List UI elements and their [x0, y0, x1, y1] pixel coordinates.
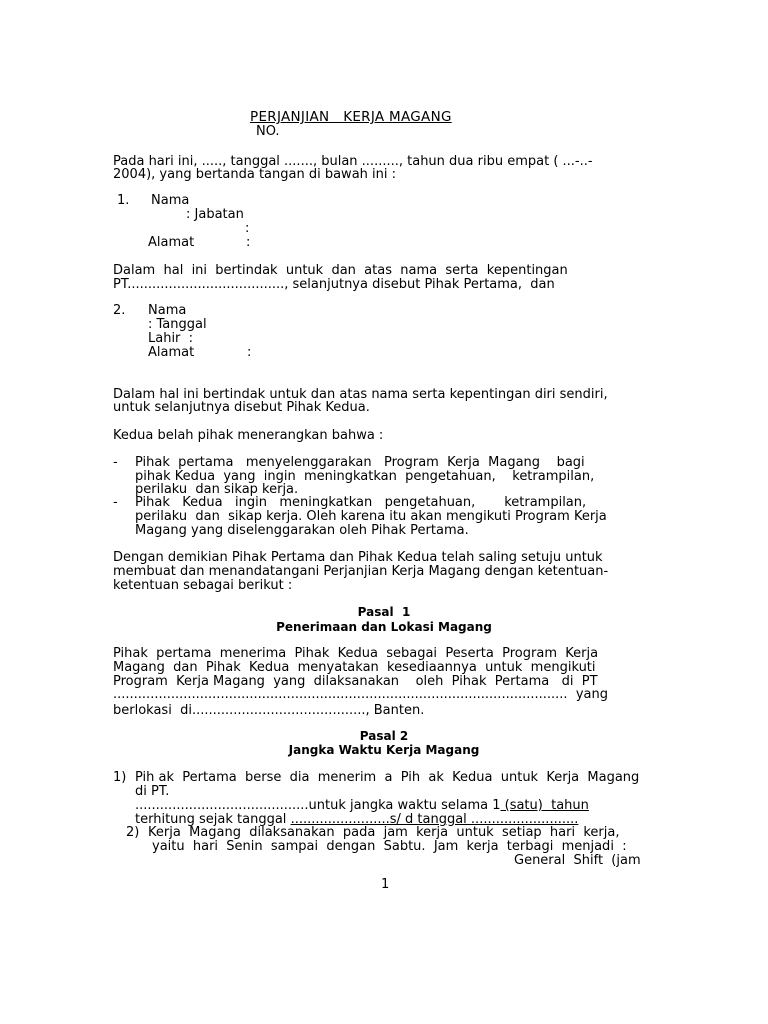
party2-acting-line-2: untuk selanjutnya disebut Pihak Kedua. — [113, 400, 370, 415]
agreement-line-1: Dengan demikian Pihak Pertama dan Pihak Kedua telah saling setuju untuk — [113, 550, 603, 565]
party1-address-label: Alamat — [148, 235, 195, 250]
pasal-2-item-2-line-2: yaitu hari Senin sampai dengan Sabtu. Jam kerja terbagi menjadi : — [152, 839, 627, 854]
pasal-2-heading: Pasal 2 — [359, 729, 409, 743]
bullet-2-dash: - — [113, 495, 118, 510]
bullet-1-line-1: Pihak pertama menyelenggarakan Program Kerja Magang bagi — [135, 455, 585, 470]
party1-name-label: Nama — [151, 193, 190, 208]
pasal-2-item-1-line-2: di PT. — [135, 784, 170, 799]
pasal-2-item-1-line-1: Pih ak Pertama berse dia menerim a Pih ak Kedua untuk Kerja Magang — [135, 770, 640, 785]
pasal-2-subheading: Jangka Waktu Kerja Magang — [288, 743, 480, 757]
party1-position-label: : Jabatan — [186, 207, 244, 222]
party1-number: 1. — [117, 193, 130, 208]
party1-acting-line-2: PT......................................, selanjutnya disebut Pihak Pertama, dan — [113, 277, 555, 292]
party2-birth-label: Lahir : — [148, 331, 194, 346]
pasal-2-duration: (satu) tahun — [500, 798, 589, 813]
pasal-2-date-range: ........................s/ d tanggal .......................... — [290, 812, 579, 827]
pasal-1-line-3: Program Kerja Magang yang dilaksanakan oleh Pihak Pertama di PT — [113, 674, 598, 689]
pasal-1-subheading: Penerimaan dan Lokasi Magang — [276, 620, 492, 634]
bullet-2-line-3: Magang yang diselenggarakan oleh Pihak Pertama. — [135, 523, 469, 538]
document-number: NO. — [256, 124, 280, 139]
agreement-line-3: ketentuan sebagai berikut : — [113, 578, 293, 593]
pasal-2-item-2-line-1: Kerja Magang dilaksanakan pada jam kerja untuk setiap hari kerja, — [148, 825, 620, 840]
bullet-2-line-2: perilaku dan sikap kerja. Oleh karena itu akan mengikuti Program Kerja — [135, 509, 607, 524]
party1-address-colon: : — [246, 235, 251, 250]
agreement-line-2: membuat dan menandatangani Perjanjian Kerja Magang dengan ketentuan- — [113, 564, 609, 579]
pasal-2-item-2-line-3: General Shift (jam — [514, 853, 641, 868]
pasal-1-line-1: Pihak pertama menerima Pihak Kedua sebagai Peserta Program Kerja — [113, 646, 599, 661]
pasal-1-line-2: Magang dan Pihak Kedua menyatakan kesediaannya untuk mengikuti — [113, 660, 596, 675]
pasal-1-line-4: .............................................................................................................. yang — [113, 687, 608, 702]
pasal-1-line-5: berlokasi di.........................................., Banten. — [113, 703, 425, 718]
party1-acting-line-1: Dalam hal ini bertindak untuk dan atas nama serta kepentingan — [113, 263, 568, 278]
pasal-2-item-1-number: 1) — [113, 770, 127, 785]
party2-address-label: Alamat — [148, 345, 195, 360]
party2-number: 2. — [113, 303, 126, 318]
page-number: 1 — [381, 877, 390, 892]
bullet-1-line-2: pihak Kedua yang ingin meningkatkan pengetahuan, ketrampilan, — [135, 469, 595, 484]
bullet-2-line-1: Pihak Kedua ingin meningkatkan pengetahuan, ketrampilan, — [135, 495, 587, 510]
pasal-2-item-1-line-3-text: ..........................................untuk jangka waktu selama 1 — [135, 798, 501, 813]
party2-name-label: Nama — [148, 303, 187, 318]
intro-line-1: Pada hari ini, ....., tanggal ......., bulan ........., tahun dua ribu empat ( ...-..- — [113, 154, 593, 169]
pasal-2-item-1-line-4-text: terhitung sejak tanggal — [135, 812, 291, 827]
party2-acting-line-1: Dalam hal ini bertindak untuk dan atas nama serta kepentingan diri sendiri, — [113, 387, 608, 402]
party2-address-colon: : — [247, 345, 252, 360]
document-title: PERJANJIAN KERJA MAGANG — [250, 109, 452, 125]
pasal-2-item-2-number: 2) — [126, 825, 140, 840]
party1-position-colon: : — [245, 221, 250, 236]
pasal-1-heading: Pasal 1 — [357, 605, 411, 619]
bullet-1-dash: - — [113, 455, 118, 470]
intro-line-2: 2004), yang bertanda tangan di bawah ini : — [113, 167, 397, 182]
bullet-1-line-3: perilaku dan sikap kerja. — [135, 482, 299, 497]
statement-lead: Kedua belah pihak menerangkan bahwa : — [113, 428, 384, 443]
pasal-2-item-1-line-3 — [135, 799, 589, 813]
party2-birthdate-label: : Tanggal — [148, 317, 207, 332]
